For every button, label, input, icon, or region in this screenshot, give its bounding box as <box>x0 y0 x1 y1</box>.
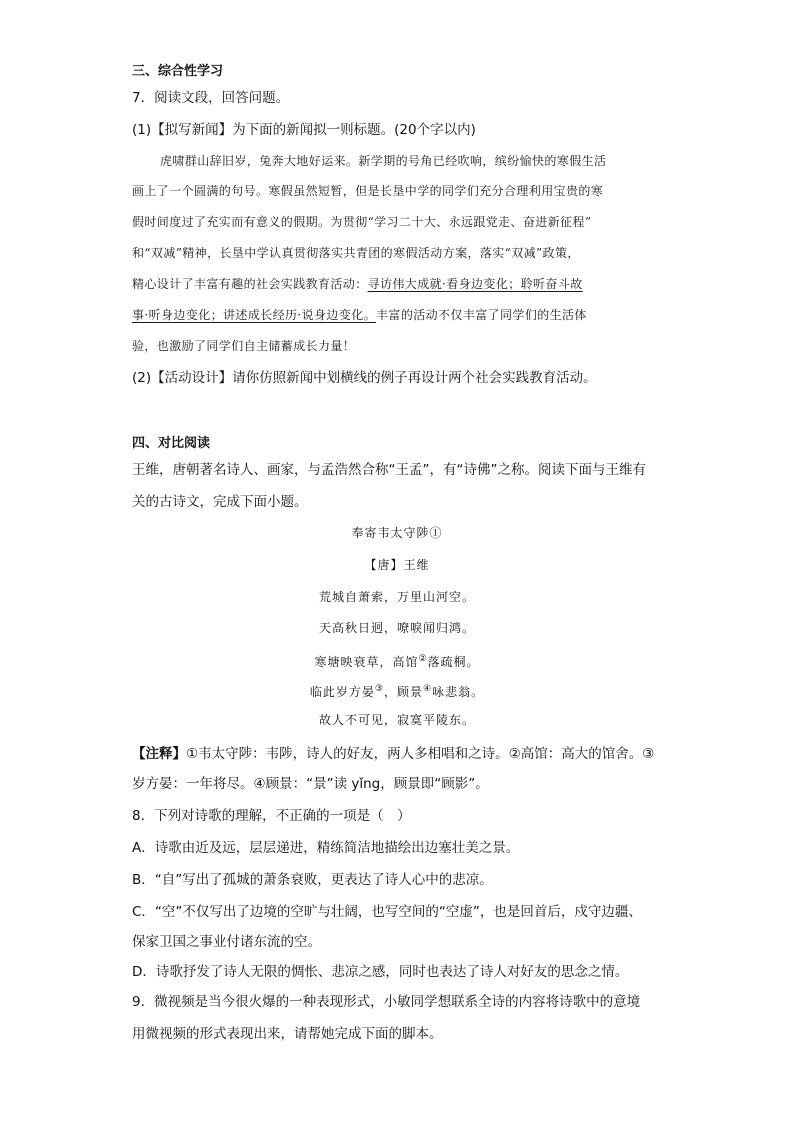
poem-line <box>0 680 794 701</box>
poem-title: 奉寄韦太守陟① <box>351 526 443 540</box>
news-text: 丰富的活动不仅丰富了同学们的生活体 <box>376 308 587 322</box>
poem-text: 寒塘映衰草，高馆 <box>314 655 419 669</box>
poem-text: 咏悲翁。 <box>432 685 485 699</box>
poem-line: 故人不可见，寂寞平陵东。 <box>318 713 475 727</box>
intro-line: 王维，唐朝著名诗人、画家，与孟浩然合称“王孟”，有“诗佛”之称。阅读下面与王维有 <box>132 462 646 478</box>
notes-line: 岁方晏：一年将尽。④顾景：“景”读 yǐng，顾景即“顾影”。 <box>132 776 489 792</box>
poem-line: 荒城自萧索，万里山河空。 <box>318 590 475 604</box>
news-line: 验，也激励了同学们自主储蓄成长力量！ <box>132 339 356 353</box>
poem-text: 临此岁方晏 <box>309 685 375 699</box>
poem-line <box>0 650 794 671</box>
news-line: 虎啸群山辞旧岁，兔奔大地好运来。新学期的号角已经吹响，缤纷愉快的寒假生活 <box>160 154 607 168</box>
intro-line: 关的古诗文，完成下面小题。 <box>132 494 308 510</box>
poem-author: 【唐】王维 <box>364 558 430 572</box>
question-7-2: (2)【活动设计】请你仿照新闻中划横线的例子再设计两个社会实践教育活动。 <box>132 370 597 386</box>
footnote-marker: ④ <box>423 684 433 694</box>
section-3-heading: 三、综合性学习 <box>132 64 224 79</box>
poem-line: 天高秋日迥，嘹唳闻归鸿。 <box>318 621 475 635</box>
option-c-continued: 保家卫国之事业付诸东流的空。 <box>132 934 321 950</box>
underlined-activity: 事·听身边变化；讲述成长经历·说身边变化。 <box>132 308 377 322</box>
notes-text: ①韦太守陟：韦陟，诗人的好友，两人多相唱和之诗。②高馆：高大的馆舍。③ <box>186 746 655 762</box>
news-line <box>132 306 587 324</box>
question-7: 7．阅读文段，回答问题。 <box>132 90 290 106</box>
news-line: 画上了一个圆满的句号。寒假虽然短暂，但是长垦中学的同学们充分合理利用宝贵的寒 <box>132 184 604 198</box>
option-b: B．“自”写出了孤城的萧条衰败，更表达了诗人心中的悲凉。 <box>132 872 493 888</box>
footnote-marker: ③ <box>374 684 384 694</box>
question-8: 8．下列对诗歌的理解，不正确的一项是（ ） <box>132 808 411 824</box>
news-line: 和“双减”精神，长垦中学认真贯彻落实共青团的寒假活动方案，落实“双减”政策， <box>132 246 580 260</box>
question-9-continued: 用微视频的形式表现出来，请帮她完成下面的脚本。 <box>132 1026 443 1042</box>
option-d: D．诗歌抒发了诗人无限的惆怅、悲凉之感，同时也表达了诗人对好友的思念之情。 <box>132 964 629 980</box>
option-c: C．“空”不仅写出了边境的空旷与壮阔，也写空间的“空虚”，也是回首后，戍守边疆、 <box>132 904 642 920</box>
news-line: 假时间度过了充实而有意义的假期。为贯彻“学习二十大、永远跟党走、奋进新征程” <box>132 215 592 229</box>
news-text: 精心设计了丰富有趣的社会实践教育活动： <box>132 277 368 291</box>
footnote-marker: ② <box>418 654 428 664</box>
question-9: 9．微视频是当今很火爆的一种表现形式，小敏同学想联系全诗的内容将诗歌中的意境 <box>132 994 641 1010</box>
question-7-1: (1)【拟写新闻】为下面的新闻拟一则标题。(20个字以内) <box>132 122 476 138</box>
underlined-activity: 寻访伟大成就·看身边变化；聆听奋斗故 <box>367 277 583 291</box>
poem-text: 落疏桐。 <box>427 655 480 669</box>
section-4-heading: 四、对比阅读 <box>132 436 211 451</box>
poem-text: ，顾景 <box>383 685 423 699</box>
news-line <box>132 275 583 293</box>
notes-label: 【注释】 <box>132 746 186 762</box>
notes-line <box>132 744 654 764</box>
option-a: A．诗歌由近及远，层层递进，精练简洁地描绘出边塞壮美之景。 <box>132 840 520 856</box>
